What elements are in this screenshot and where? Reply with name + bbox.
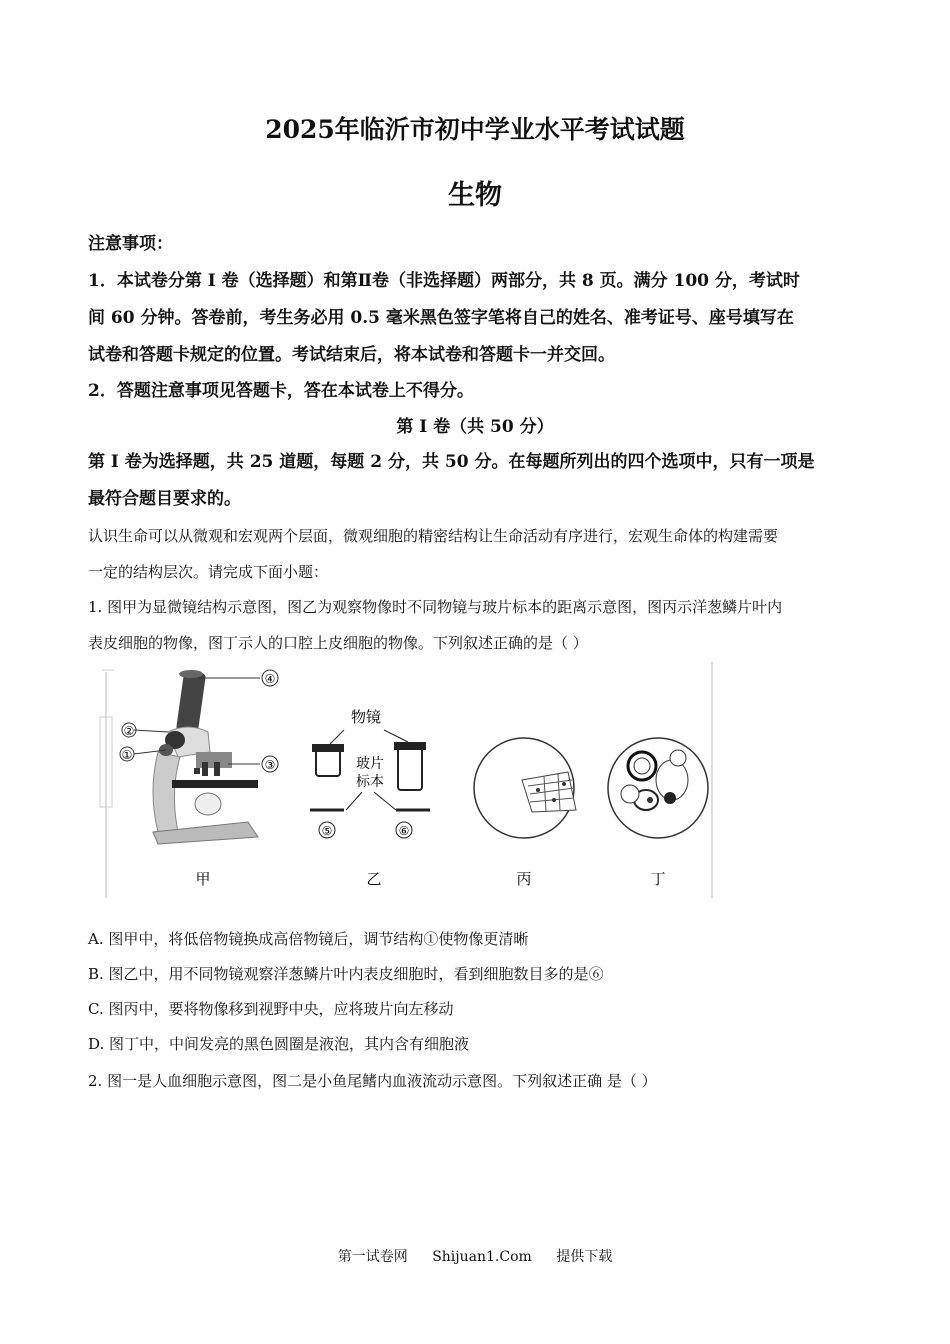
notice-item1-line1: 1．本试卷分第 I 卷（选择题）和第Ⅱ卷（非选择题）两部分，共 8 页。满分 100 分，考试时	[88, 271, 800, 291]
section1-title: 第 I 卷（共 50 分）	[396, 417, 554, 437]
page-footer	[0, 1246, 950, 1266]
q1-figure	[98, 662, 718, 900]
footer-note: 提供下载	[556, 1249, 613, 1265]
label-n5: ⑤	[321, 824, 333, 838]
notice-heading: 注意事项：	[88, 234, 173, 254]
label-n2: ②	[123, 724, 135, 738]
notice-item1-line3: 试卷和答题卡规定的位置。考试结束后，将本试卷和答题卡一并交回。	[88, 345, 615, 365]
cheek-cells-drawing	[608, 738, 708, 838]
microscope-drawing	[120, 670, 278, 844]
label-jia: 甲	[195, 870, 211, 888]
q1-stem-line2: 表皮细胞的物像，图丁示人的口腔上皮细胞的物像。下列叙述正确的是（ ）	[88, 634, 588, 652]
label-n4: ④	[264, 672, 276, 686]
label-slide2: 标本	[356, 774, 384, 790]
label-bing: 丙	[516, 870, 532, 888]
q1-option-c: C. 图丙中，要将物像移到视野中央，应将玻片向左移动	[88, 1000, 454, 1018]
footer-domain: Shijuan1.Com	[432, 1249, 532, 1265]
q1-option-d: D. 图丁中，中间发亮的黑色圆圈是液泡，其内含有细胞液	[88, 1035, 470, 1053]
exam-title: 2025年临沂市初中学业水平考试试题	[265, 115, 685, 144]
q2-stem: 2. 图一是人血细胞示意图，图二是小鱼尾鳍内血液流动示意图。下列叙述正确 是（ ）	[88, 1072, 657, 1090]
q1-option-b: B. 图乙中，用不同物镜观察洋葱鳞片叶内表皮细胞时，看到细胞数目多的是⑥	[88, 965, 604, 983]
q1-stem-line1: 1. 图甲为显微镜结构示意图，图乙为观察物像时不同物镜与玻片标本的距离示意图，图丙示洋葱鳞片叶内	[88, 598, 783, 616]
label-ding: 丁	[650, 870, 666, 888]
notice-item2: 2．答题注意事项见答题卡，答在本试卷上不得分。	[88, 381, 474, 401]
footer-site: 第一试卷网	[337, 1249, 408, 1265]
notice-item1-line2: 间 60 分钟。答卷前，考生务必用 0.5 毫米黑色签字笔将自己的姓名、准考证号、座号填写在	[88, 308, 794, 328]
q1-option-a: A. 图甲中，将低倍物镜换成高倍物镜后，调节结构①使物像更清晰	[88, 930, 529, 948]
section1-intro-line1: 第 I 卷为选择题，共 25 道题，每题 2 分，共 50 分。在每题所列出的四个选项中，只有一项是	[88, 452, 815, 472]
passage-line2: 一定的结构层次。请完成下面小题：	[88, 563, 329, 581]
label-n3: ③	[264, 758, 276, 772]
label-n1: ①	[121, 748, 133, 762]
label-yi: 乙	[366, 870, 382, 888]
passage-line1: 认识生命可以从微观和宏观两个层面，微观细胞的精密结构让生命活动有序进行，宏观生命体的构建需要	[88, 527, 779, 545]
section1-intro-line2: 最符合题目要求的。	[88, 489, 241, 509]
label-objective: 物镜	[350, 708, 382, 726]
label-n6: ⑥	[398, 824, 410, 838]
label-slide1: 玻片	[356, 756, 384, 772]
onion-cells-drawing	[474, 738, 576, 838]
subject-title: 生物	[448, 180, 502, 211]
